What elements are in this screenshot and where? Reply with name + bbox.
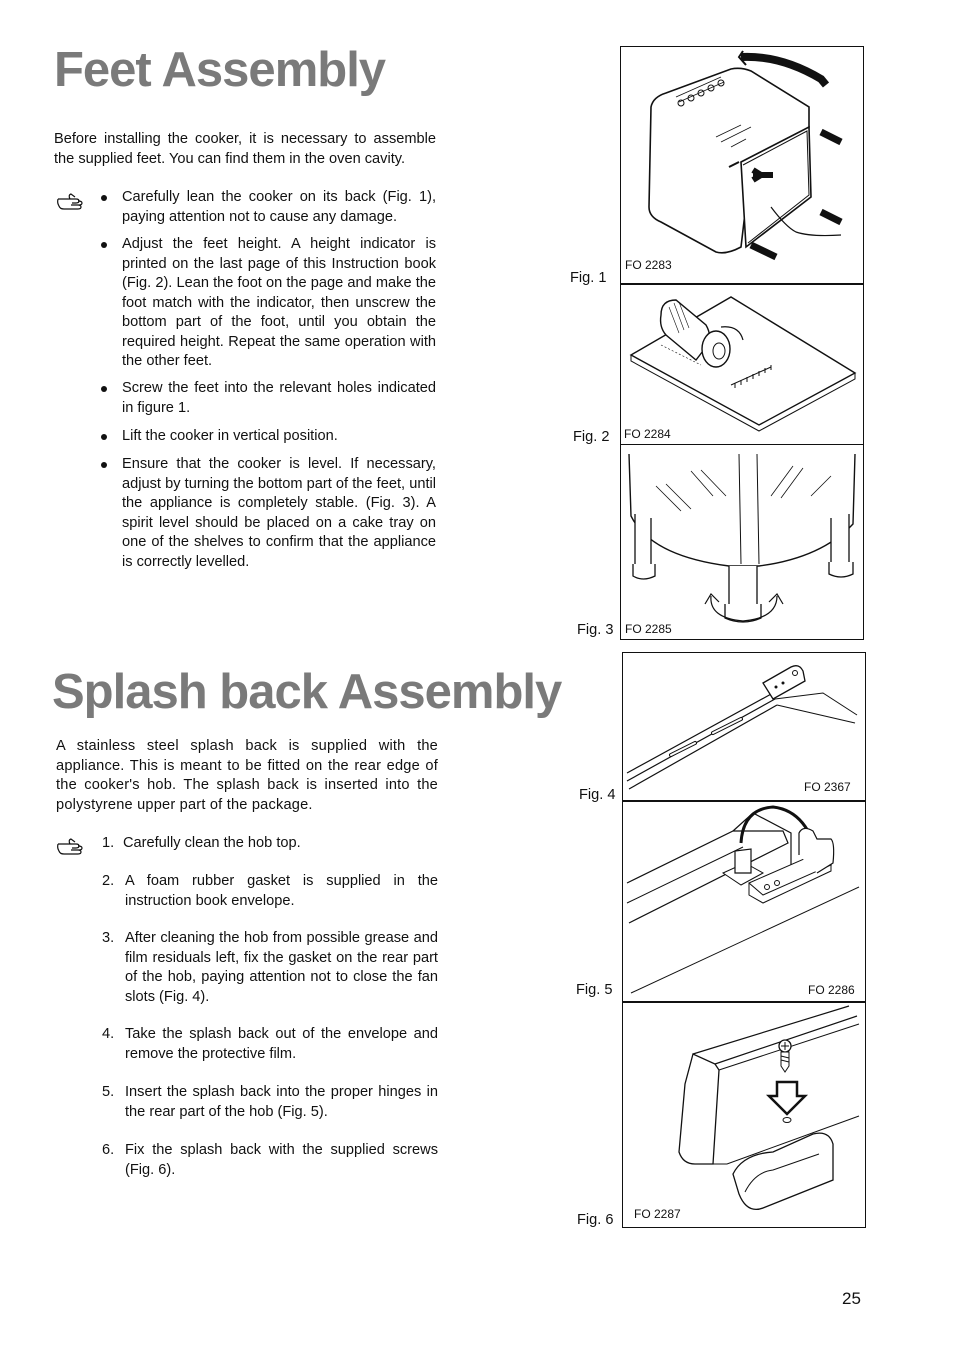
feet-intro: Before installing the cooker, it is necessary to assemble the supplied feet. You can find them in the oven cavity.	[54, 131, 436, 167]
feet-figures-panel	[620, 46, 864, 640]
step-number: 4.	[102, 1026, 115, 1042]
fig6-label: Fig. 6	[577, 1212, 614, 1228]
fig4-illustration	[623, 653, 865, 801]
fig1-illustration	[621, 47, 863, 285]
fig5-illustration	[623, 803, 865, 1003]
splash-step-2: A foam rubber gasket is supplied in the instruction book envelope.	[125, 873, 438, 909]
page-number: 25	[842, 1289, 861, 1308]
fig-divider	[623, 1001, 865, 1003]
fig3-illustration	[621, 446, 863, 626]
splash-step-1: Carefully clean the hob top.	[123, 835, 301, 851]
splash-step-6: Fix the splash back with the supplied screws (Fig. 6).	[125, 1142, 438, 1178]
pointing-hand-icon	[56, 192, 90, 210]
fig6-code: FO 2287	[634, 1207, 681, 1221]
splash-intro: A stainless steel splash back is supplied with the appliance. This is meant to be fitted on the rear edge of the cooker's hob. The splash back is inserted into the polystyrene upper part of the package.	[56, 738, 438, 813]
splash-back-title: Splash back Assembly	[52, 665, 562, 719]
bullet-dot	[101, 195, 107, 201]
fig1-code: FO 2283	[625, 258, 672, 272]
fig6-illustration	[623, 1004, 865, 1226]
fig2-illustration	[621, 285, 863, 445]
fig-divider	[621, 444, 863, 445]
fig-divider	[623, 800, 865, 802]
splash-step-3: After cleaning the hob from possible grease and film residuals left, fix the gasket on the rear part of the hob, paying attention not to close the fan slots (Fig. 4).	[125, 930, 438, 1005]
step-number: 3.	[102, 930, 115, 946]
fig4-label: Fig. 4	[579, 787, 616, 803]
splash-figures-panel	[622, 652, 866, 1228]
fig2-code: FO 2284	[624, 427, 671, 441]
feet-step-lean: Carefully lean the cooker on its back (Fig. 1), paying attention not to cause any damage.	[122, 189, 436, 225]
splash-step-5: Insert the splash back into the proper hinges in the rear part of the hob (Fig. 5).	[125, 1084, 438, 1120]
step-number: 1.	[102, 835, 115, 851]
feet-step-screw: Screw the feet into the relevant holes indicated in figure 1.	[122, 380, 436, 416]
pointing-hand-icon	[56, 837, 90, 855]
fig5-code: FO 2286	[808, 983, 855, 997]
step-number: 6.	[102, 1142, 115, 1158]
feet-step-level: Ensure that the cooker is level. If necessary, adjust by turning the bottom part of the feet, until the appliance is completely stable. (Fig. 3). A spirit level should be placed on a cake tray on one of the shelves to confirm that the appliance is correctly levelled.	[122, 456, 436, 570]
fig2-label: Fig. 2	[573, 429, 610, 445]
fig4-code: FO 2367	[804, 780, 851, 794]
bullet-dot	[101, 434, 107, 440]
bullet-dot	[101, 242, 107, 248]
fig5-label: Fig. 5	[576, 982, 613, 998]
bullet-dot	[101, 386, 107, 392]
feet-step-lift: Lift the cooker in vertical position.	[122, 428, 338, 444]
feet-step-adjust: Adjust the feet height. A height indicator is printed on the last page of this Instruction book (Fig. 2). Lean the foot on the page and make the foot match with the indicator, then unscrew the bottom part of the foot, until you obtain the required height. Repeat the same operation with the other feet.	[122, 236, 436, 369]
step-number: 2.	[102, 873, 115, 889]
fig3-label: Fig. 3	[577, 622, 614, 638]
bullet-dot	[101, 462, 107, 468]
fig1-label: Fig. 1	[570, 270, 607, 286]
splash-step-4: Take the splash back out of the envelope and remove the protective film.	[125, 1026, 438, 1062]
fig3-code: FO 2285	[625, 622, 672, 636]
step-number: 5.	[102, 1084, 115, 1100]
feet-assembly-title: Feet Assembly	[54, 43, 386, 97]
